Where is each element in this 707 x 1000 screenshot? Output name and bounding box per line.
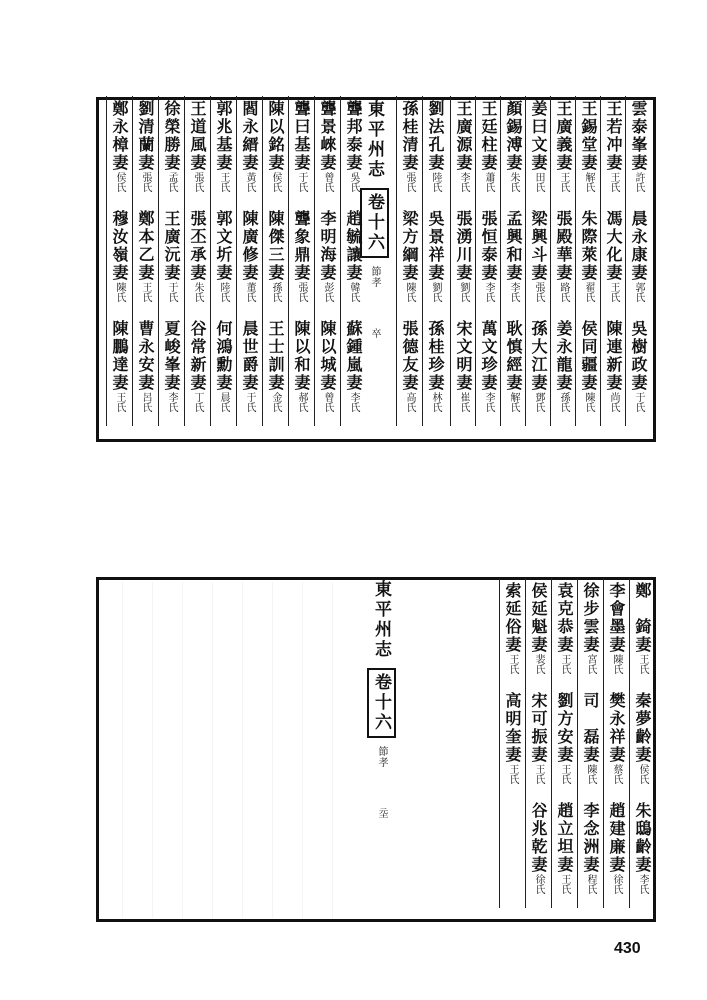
top-column-segment: 王廷柱妻 (479, 100, 498, 172)
bottom-column-segment: 宋可振妻 (529, 692, 548, 764)
top-column-segment: 郭氏 (633, 282, 644, 302)
top-column-segment: 郭文圻妻 (214, 210, 233, 282)
top-column-segment: 高氏 (404, 392, 415, 412)
top-column-segment: 尚氏 (608, 392, 619, 412)
top-column-segment: 曾氏 (322, 392, 333, 412)
top-column-segment: 蘇鍾嵐妻 (344, 320, 363, 392)
top-column-segment (554, 302, 573, 320)
top-column-segment: 彭氏 (322, 282, 333, 302)
top-center-section: 節孝 (369, 266, 380, 288)
top-column-rule (288, 96, 289, 426)
top-column-segment: 王氏 (218, 172, 229, 192)
top-column-segment (318, 302, 337, 320)
top-column-segment: 晨氏 (218, 392, 229, 412)
top-column-rule (106, 96, 107, 426)
top-column-segment: 姜曰文妻 (529, 100, 548, 172)
top-column-segment: 黃氏 (244, 172, 255, 192)
top-column-segment: 李明海妻 (318, 210, 337, 282)
top-column-segment (504, 192, 523, 210)
bottom-column-segment: 裴氏 (533, 654, 544, 674)
top-column-segment (266, 192, 285, 210)
top-column-segment (454, 302, 473, 320)
bottom-column-segment: 侯氏 (637, 764, 648, 784)
top-column-segment (110, 302, 129, 320)
top-column-segment (554, 192, 573, 210)
top-column (530, 100, 546, 412)
bottom-column (556, 582, 572, 894)
top-column-segment: 李氏 (483, 392, 494, 412)
top-column-segment: 于氏 (244, 392, 255, 412)
top-column-segment: 朱際萊妻 (579, 210, 598, 282)
top-column-segment: 孟興和妻 (504, 210, 523, 282)
top-column-segment: 孫大江妻 (529, 320, 548, 392)
top-column-segment: 呂氏 (140, 392, 151, 412)
top-column-segment: 劉氏 (430, 282, 441, 302)
top-column (293, 100, 309, 412)
top-column-segment (266, 302, 285, 320)
top-column-segment (426, 302, 445, 320)
top-column-segment: 劉法孔妻 (426, 100, 445, 172)
top-column-segment (292, 192, 311, 210)
top-column-segment (214, 192, 233, 210)
top-column-rule (600, 96, 601, 426)
top-column-segment: 朱氏 (508, 172, 519, 192)
top-column-segment: 蕭氏 (483, 172, 494, 192)
top-column-segment (604, 192, 623, 210)
bottom-column-segment (503, 674, 522, 692)
top-column-segment: 孟氏 (166, 172, 177, 192)
bottom-column-rule (603, 578, 604, 908)
top-column-segment: 谷常新妻 (188, 320, 207, 392)
top-column-segment: 梁興斗妻 (529, 210, 548, 282)
top-column-rule (422, 96, 423, 426)
top-column-rule (340, 96, 341, 426)
top-column-segment: 王若冲妻 (604, 100, 623, 172)
top-column (480, 100, 496, 412)
top-column-segment: 晨世爵妻 (240, 320, 259, 392)
top-column-segment (479, 302, 498, 320)
top-column (319, 100, 335, 412)
top-column-segment: 顏錫溥妻 (504, 100, 523, 172)
bottom-column-segment: 鄭 錡妻 (633, 582, 652, 654)
top-column-rule (210, 96, 211, 426)
bottom-column-rule (551, 578, 552, 908)
top-column (580, 100, 596, 412)
top-column-segment: 王廣源妻 (454, 100, 473, 172)
bottom-column-segment: 李會墨妻 (607, 582, 626, 654)
top-column-segment: 田氏 (533, 172, 544, 192)
top-column-segment: 王廣義妻 (554, 100, 573, 172)
top-column-segment: 陳氏 (114, 282, 125, 302)
bottom-column (608, 582, 624, 894)
bottom-column-segment: 谷兆乾妻 (529, 802, 548, 874)
bottom-column-segment (633, 674, 652, 692)
top-column-segment: 王氏 (608, 172, 619, 192)
bottom-column-rule (525, 578, 526, 908)
top-column-segment: 于氏 (166, 282, 177, 302)
top-column-segment (579, 192, 598, 210)
top-column-segment (579, 302, 598, 320)
top-column-segment: 郝氏 (296, 392, 307, 412)
top-column-segment: 鄭本乙妻 (136, 210, 155, 282)
bottom-column-segment: 李念洲妻 (581, 802, 600, 874)
top-column-segment: 丁氏 (192, 392, 203, 412)
top-column (137, 100, 153, 412)
bottom-column (582, 582, 598, 894)
bottom-column-segment: 陳氏 (585, 764, 596, 784)
top-column-segment: 張殿華妻 (554, 210, 573, 282)
bottom-column-segment: 侯延魁妻 (529, 582, 548, 654)
top-column (241, 100, 257, 412)
top-column-segment: 陳連新妻 (604, 320, 623, 392)
bottom-column-segment: 高明奎妻 (503, 692, 522, 764)
top-column-segment: 孫氏 (270, 282, 281, 302)
top-column-segment: 于氏 (296, 172, 307, 192)
bottom-column-segment: 王氏 (533, 764, 544, 784)
top-center-volume: 卷十六 (360, 188, 389, 258)
bottom-column-segment: 王氏 (559, 764, 570, 784)
top-column-segment: 聾象鼎妻 (292, 210, 311, 282)
bottom-column-segment (633, 784, 652, 802)
top-column-segment: 王氏 (558, 172, 569, 192)
top-column-segment (504, 302, 523, 320)
bottom-column-segment: 秦夢齡妻 (633, 692, 652, 764)
top-column-segment (529, 302, 548, 320)
top-column (555, 100, 571, 412)
top-column-segment: 李氏 (458, 172, 469, 192)
top-column-segment: 張德友妻 (400, 320, 419, 392)
top-column-segment: 王氏 (608, 282, 619, 302)
top-column-segment (162, 192, 181, 210)
top-column-segment: 王氏 (140, 282, 151, 302)
top-column-segment: 金氏 (270, 392, 281, 412)
bottom-column-segment (581, 674, 600, 692)
top-column-segment: 陳以城妻 (318, 320, 337, 392)
bottom-center-volume: 卷十六 (367, 668, 396, 738)
top-column-segment (162, 302, 181, 320)
bottom-column-segment: 朱鴟齡妻 (633, 802, 652, 874)
top-center-title: 東平州志 (364, 100, 384, 180)
top-column-segment: 解氏 (583, 172, 594, 192)
top-column-segment: 王錫堂妻 (579, 100, 598, 172)
bottom-column-segment: 袁克恭妻 (555, 582, 574, 654)
bottom-center-spine (367, 580, 396, 819)
top-column-rule (575, 96, 576, 426)
top-column-segment (629, 302, 648, 320)
top-column-segment: 張氏 (404, 172, 415, 192)
top-column-segment (240, 192, 259, 210)
top-column-segment: 解氏 (508, 392, 519, 412)
top-column-segment: 陳廣修妻 (240, 210, 259, 282)
bottom-column-segment: 趙建廉妻 (607, 802, 626, 874)
top-column-segment: 張氏 (192, 172, 203, 192)
top-column-segment: 趙毓讓妻 (344, 210, 363, 282)
top-column-segment (604, 302, 623, 320)
top-column-segment: 陳傑三妻 (266, 210, 285, 282)
top-column-rule (314, 96, 315, 426)
top-column-segment: 馮大化妻 (604, 210, 623, 282)
top-column-segment: 鄧氏 (533, 392, 544, 412)
bottom-column-segment: 王氏 (507, 764, 518, 784)
top-column-segment: 張湧川妻 (454, 210, 473, 282)
top-column-segment: 陸氏 (430, 172, 441, 192)
top-column-segment: 劉氏 (458, 282, 469, 302)
bottom-center-folio: 坖 (376, 808, 387, 819)
top-column-segment (136, 192, 155, 210)
top-column-segment (318, 192, 337, 210)
top-column-segment (629, 192, 648, 210)
top-column-segment: 曹永安妻 (136, 320, 155, 392)
top-column-segment: 陳以銘妻 (266, 100, 285, 172)
top-column-segment: 許氏 (633, 172, 644, 192)
bottom-column-segment: 索延俗妻 (503, 582, 522, 654)
top-column-segment: 李氏 (508, 282, 519, 302)
blank-page-area (104, 582, 356, 918)
bottom-column-segment: 王氏 (507, 654, 518, 674)
bottom-column-segment: 徐氏 (533, 874, 544, 894)
top-column-segment: 萬文珍妻 (479, 320, 498, 392)
top-column-segment: 姜永龍妻 (554, 320, 573, 392)
top-center-spine (360, 100, 389, 339)
top-column-segment (240, 302, 259, 320)
top-column-segment: 王道風妻 (188, 100, 207, 172)
top-column-segment: 吳氏 (348, 172, 359, 192)
top-column-segment (400, 302, 419, 320)
top-column-segment: 曾氏 (322, 172, 333, 192)
top-center-folio: 卒 (369, 328, 380, 339)
top-column-segment: 何鴻勳妻 (214, 320, 233, 392)
top-column-segment: 侯氏 (114, 172, 125, 192)
top-column-rule (396, 96, 397, 426)
top-column-segment: 孫桂清妻 (400, 100, 419, 172)
bottom-column-rule (629, 578, 630, 908)
bottom-column-segment: 趙立坦妻 (555, 802, 574, 874)
top-column-segment: 董氏 (244, 282, 255, 302)
top-column-segment: 王氏 (114, 392, 125, 412)
bottom-column-segment: 陳氏 (611, 654, 622, 674)
top-column-segment: 李氏 (348, 392, 359, 412)
top-column-segment: 張氏 (296, 282, 307, 302)
top-column-segment: 耿慎經妻 (504, 320, 523, 392)
top-column-segment: 張恒泰妻 (479, 210, 498, 282)
top-column-segment: 雲泰峯妻 (629, 100, 648, 172)
bottom-column-segment: 王氏 (559, 874, 570, 894)
top-column-segment: 張丕承妻 (188, 210, 207, 282)
top-column-segment: 陳氏 (404, 282, 415, 302)
top-column-rule (236, 96, 237, 426)
top-column-segment: 夏峻峯妻 (162, 320, 181, 392)
top-column-segment (400, 192, 419, 210)
bottom-column (530, 582, 546, 894)
top-column-segment: 梁方綱妻 (400, 210, 419, 282)
top-column-segment (479, 192, 498, 210)
top-column-segment (454, 192, 473, 210)
top-column-segment: 張氏 (533, 282, 544, 302)
top-column-segment: 陳以和妻 (292, 320, 311, 392)
top-column-rule (158, 96, 159, 426)
top-column-segment: 宋文明妻 (454, 320, 473, 392)
top-column-segment: 朱氏 (192, 282, 203, 302)
bottom-column-segment: 樊永祥妻 (607, 692, 626, 764)
top-column-segment (529, 192, 548, 210)
top-column-rule (525, 96, 526, 426)
top-column-segment: 吳景祥妻 (426, 210, 445, 282)
top-column-segment: 侯同疆妻 (579, 320, 598, 392)
top-column-segment: 穆汝嶺妻 (110, 210, 129, 282)
top-column-segment: 林氏 (430, 392, 441, 412)
bottom-column-segment: 程氏 (585, 874, 596, 894)
top-column (163, 100, 179, 412)
top-column-segment: 崔氏 (458, 392, 469, 412)
bottom-column-segment (529, 674, 548, 692)
top-column-segment: 孫氏 (558, 392, 569, 412)
top-column-segment (214, 302, 233, 320)
top-column-segment: 聾景崍妻 (318, 100, 337, 172)
top-column (605, 100, 621, 412)
top-column-segment (188, 302, 207, 320)
bottom-column-segment: 蔡氏 (611, 764, 622, 784)
top-column-rule (625, 96, 626, 426)
bottom-column (504, 582, 520, 784)
top-column-segment: 劉清蘭妻 (136, 100, 155, 172)
top-column-segment: 吳樹政妻 (629, 320, 648, 392)
top-column-segment (188, 192, 207, 210)
top-column-rule (550, 96, 551, 426)
bottom-column-segment: 宮氏 (585, 654, 596, 674)
top-column-segment: 聾曰基妻 (292, 100, 311, 172)
top-column (345, 100, 361, 412)
bottom-column-segment (555, 784, 574, 802)
top-column-segment: 孫桂珍妻 (426, 320, 445, 392)
top-column-segment: 鄭永樟妻 (110, 100, 129, 172)
top-column (401, 100, 417, 412)
top-column-segment: 王廣沅妻 (162, 210, 181, 282)
bottom-center-section: 節孝 (376, 746, 387, 768)
top-column-segment: 李氏 (166, 392, 177, 412)
top-column (455, 100, 471, 412)
top-column-segment (426, 192, 445, 210)
bottom-column-segment (607, 784, 626, 802)
bottom-column-segment: 李氏 (637, 874, 648, 894)
top-column-segment: 晨永康妻 (629, 210, 648, 282)
top-column (427, 100, 443, 412)
bottom-column (634, 582, 650, 894)
top-column-segment: 侯氏 (270, 172, 281, 192)
bottom-column-segment: 徐步雲妻 (581, 582, 600, 654)
top-column-segment: 張氏 (140, 172, 151, 192)
top-column (505, 100, 521, 412)
top-column-segment: 閻永縉妻 (240, 100, 259, 172)
top-column (267, 100, 283, 412)
top-column-segment: 陸氏 (218, 282, 229, 302)
top-column-rule (132, 96, 133, 426)
top-column-segment: 韓氏 (348, 282, 359, 302)
bottom-column-segment: 王氏 (559, 654, 570, 674)
bottom-column-segment: 徐氏 (611, 874, 622, 894)
page-number: 430 (614, 940, 641, 957)
top-column-segment: 聾邦泰妻 (344, 100, 363, 172)
bottom-column-segment (581, 784, 600, 802)
bottom-column-rule (499, 578, 500, 908)
bottom-column-segment (555, 674, 574, 692)
bottom-column-segment: 司 磊妻 (581, 692, 600, 764)
top-column-segment: 徐榮勝妻 (162, 100, 181, 172)
top-column-segment (110, 192, 129, 210)
top-column-segment: 李氏 (483, 282, 494, 302)
bottom-center-title: 東平州志 (371, 580, 391, 660)
top-column-segment (292, 302, 311, 320)
top-column-segment (136, 302, 155, 320)
top-column-segment: 王士訓妻 (266, 320, 285, 392)
top-column-rule (262, 96, 263, 426)
top-column-segment: 路氏 (558, 282, 569, 302)
bottom-column-segment: 劉方安妻 (555, 692, 574, 764)
top-column (630, 100, 646, 412)
top-column-segment: 郭兆基妻 (214, 100, 233, 172)
top-column (189, 100, 205, 412)
top-column-segment: 陳氏 (583, 392, 594, 412)
bottom-column-segment (607, 674, 626, 692)
bottom-column-segment: 王氏 (637, 654, 648, 674)
bottom-column-rule (577, 578, 578, 908)
top-column-segment: 陳鵬達妻 (110, 320, 129, 392)
top-column (111, 100, 127, 412)
bottom-column-segment (529, 784, 548, 802)
top-column-rule (184, 96, 185, 426)
top-column (215, 100, 231, 412)
top-column-rule (475, 96, 476, 426)
top-column-rule (450, 96, 451, 426)
top-column-rule (500, 96, 501, 426)
top-column-segment: 于氏 (633, 392, 644, 412)
top-column-segment: 翟氏 (583, 282, 594, 302)
